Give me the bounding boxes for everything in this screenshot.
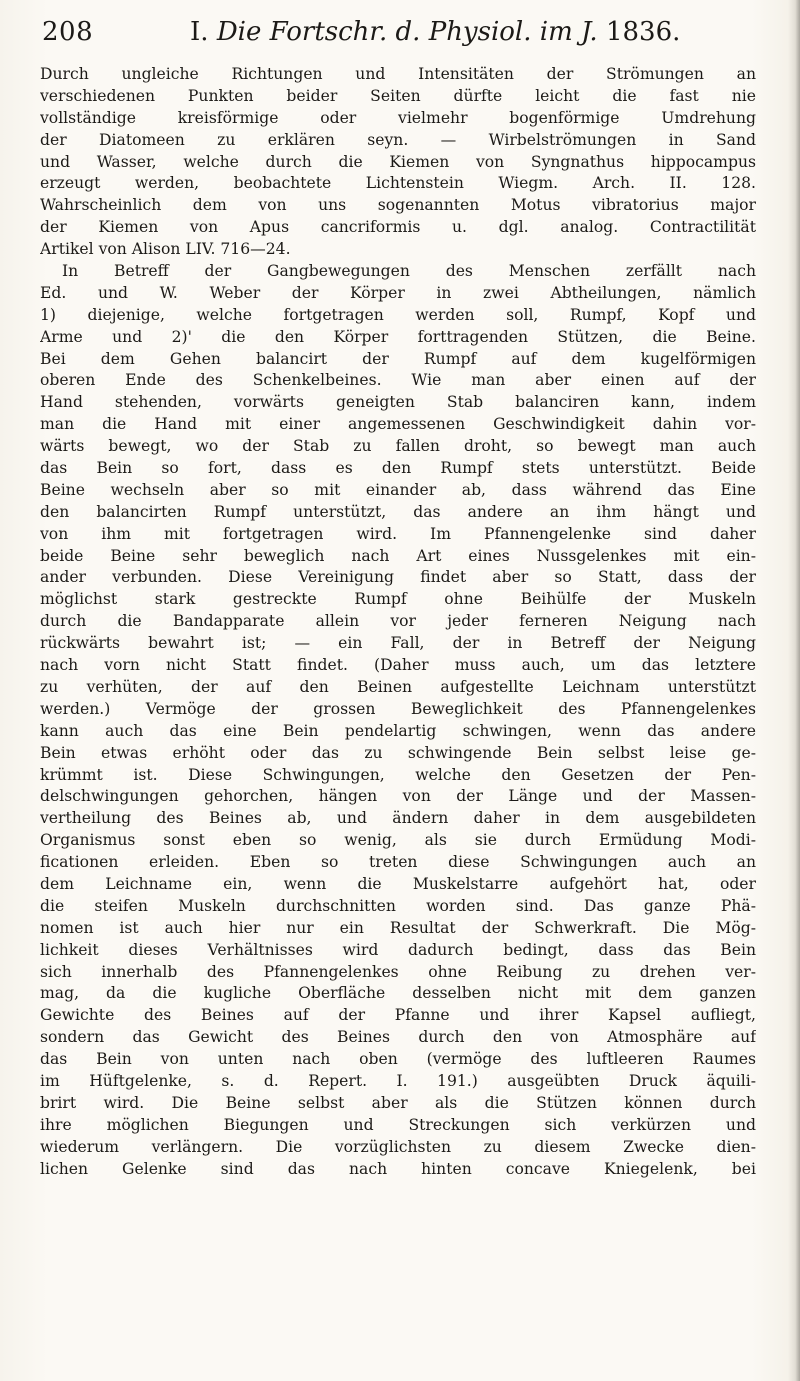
text-line: das Bein von unten nach oben (vermöge des luftleeren Raumes (40, 1050, 756, 1069)
text-line: Arme und 2)' die den Körper forttragenden Stützen, die Beine. (40, 327, 756, 346)
text-line: Hand stehenden, vorwärts geneigten Stab balanciren kann, indem (40, 393, 756, 412)
running-title: Die Fortschr. d. Physiol. im J. (216, 17, 598, 47)
text-line: In Betreff der Gangbewegungen des Menschen zerfällt nach (62, 262, 756, 281)
text-line: krümmt ist. Diese Schwingungen, welche den Gesetzen der Pen- (40, 765, 756, 784)
text-line: zu verhüten, der auf den Beinen aufgestellte Leichnam unterstützt (40, 677, 756, 696)
text-line: nomen ist auch hier nur ein Resultat der Schwerkraft. Die Mög- (40, 918, 756, 937)
text-line: beide Beine sehr beweglich nach Art eines Nussgelenkes mit ein- (40, 546, 756, 565)
text-line: nach vorn nicht Statt findet. (Daher muss auch, um das letztere (40, 656, 756, 675)
text-line: werden.) Vermöge der grossen Beweglichkeit des Pfannengelenkes (40, 699, 756, 718)
text-line: das Bein so fort, dass es den Rumpf stets unterstützt. Beide (40, 459, 756, 478)
running-head (190, 14, 680, 50)
text-line: Ed. und W. Weber der Körper in zwei Abtheilungen, nämlich (40, 283, 756, 302)
text-line: Gewichte des Beines auf der Pfanne und ihrer Kapsel aufliegt, (40, 1006, 756, 1025)
text-line: delschwingungen gehorchen, hängen von der Länge und der Massen- (40, 787, 756, 806)
text-line: brirt wird. Die Beine selbst aber als die Stützen können durch (40, 1093, 756, 1112)
text-line: den balancirten Rumpf unterstützt, das andere an ihm hängt und (40, 502, 756, 521)
text-line: die steifen Muskeln durchschnitten worden sind. Das ganze Phä- (40, 896, 756, 915)
text-line: 1) diejenige, welche fortgetragen werden soll, Rumpf, Kopf und (40, 305, 756, 324)
page-number: 208 (42, 17, 94, 47)
text-line: Durch ungleiche Richtungen und Intensitäten der Strömungen an (40, 65, 756, 83)
text-line: oberen Ende des Schenkelbeines. Wie man aber einen auf der (40, 371, 756, 390)
text-line: verschiedenen Punkten beider Seiten dürfte leicht die fast nie (40, 86, 756, 105)
text-line: vertheilung des Beines ab, und ändern daher in dem ausgebildeten (40, 809, 756, 828)
text-line: Bein etwas erhöht oder das zu schwingende Bein selbst leise ge- (40, 743, 756, 762)
running-year: 1836. (605, 17, 681, 47)
text-line: mag, da die kugliche Oberfläche desselben nicht mit dem ganzen (40, 984, 756, 1003)
section-number: I. (190, 17, 209, 47)
text-line: man die Hand mit einer angemessenen Geschwindigkeit dahin vor- (40, 415, 756, 434)
text-line: Organismus sonst eben so wenig, als sie durch Ermüdung Modi- (40, 831, 756, 850)
text-line: Bei dem Gehen balancirt der Rumpf auf dem kugelförmigen (40, 349, 756, 368)
text-line: dem Leichname ein, wenn die Muskelstarre aufgehört hat, oder (40, 874, 756, 893)
text-line: kann auch das eine Bein pendelartig schwingen, wenn das andere (40, 721, 756, 740)
text-line: ficationen erleiden. Eben so treten diese Schwingungen auch an (40, 853, 756, 872)
text-line: im Hüftgelenke, s. d. Repert. I. 191.) ausgeübten Druck äquili- (40, 1071, 756, 1090)
running-header (40, 14, 760, 50)
text-line: vollständige kreisförmige oder vielmehr bogenförmige Umdrehung (40, 108, 756, 127)
text-line: Artikel von Alison LIV. 716—24. (40, 240, 291, 259)
text-line: der Kiemen von Apus cancriformis u. dgl. analog. Contractilität (40, 218, 756, 237)
body-text (40, 64, 756, 1180)
text-line: und Wasser, welche durch die Kiemen von Syngnathus hippocampus (40, 152, 756, 171)
text-line: möglichst stark gestreckte Rumpf ohne Beihülfe der Muskeln (40, 590, 756, 609)
text-line: der Diatomeen zu erklären seyn. — Wirbelströmungen in Sand (40, 130, 756, 149)
text-line: rückwärts bewahrt ist; — ein Fall, der in Betreff der Neigung (40, 634, 756, 653)
text-line: wiederum verlängern. Die vorzüglichsten zu diesem Zwecke dien- (40, 1137, 756, 1156)
text-line: sondern das Gewicht des Beines durch den von Atmosphäre auf (40, 1028, 756, 1047)
text-line: durch die Bandapparate allein vor jeder ferneren Neigung nach (40, 612, 756, 631)
text-line: lichkeit dieses Verhältnisses wird dadurch bedingt, dass das Bein (40, 940, 756, 959)
text-line: wärts bewegt, wo der Stab zu fallen droht, so bewegt man auch (40, 437, 756, 456)
text-line: ihre möglichen Biegungen und Streckungen sich verkürzen und (40, 1115, 756, 1134)
text-line: lichen Gelenke sind das nach hinten concave Kniegelenk, bei (40, 1159, 756, 1178)
text-line: erzeugt werden, beobachtete Lichtenstein Wiegm. Arch. II. 128. (40, 174, 756, 193)
text-line: von ihm mit fortgetragen wird. Im Pfannengelenke sind daher (40, 524, 756, 543)
page-edge-shadow (788, 0, 800, 1381)
text-line: Wahrscheinlich dem von uns sogenannten Motus vibratorius major (40, 196, 756, 215)
text-line: ander verbunden. Diese Vereinigung findet aber so Statt, dass der (40, 568, 756, 587)
text-line: Beine wechseln aber so mit einander ab, dass während das Eine (40, 480, 756, 499)
text-line: sich innerhalb des Pfannengelenkes ohne Reibung zu drehen ver- (40, 962, 756, 981)
